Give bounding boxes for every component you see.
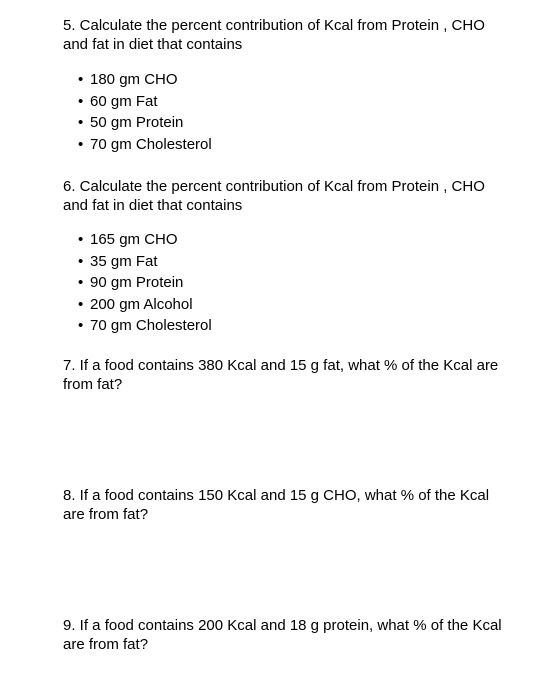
question-5-list [78, 69, 212, 155]
bullet-icon [78, 251, 90, 273]
question-5-text: 5. Calculate the percent contribution of Kcal from Protein , CHO and fat in diet that contains [63, 17, 485, 53]
list-item [78, 91, 212, 113]
bullet-icon [78, 229, 90, 251]
bullet-icon [78, 69, 90, 91]
list-item [78, 229, 212, 251]
question-8-text: 8. If a food contains 150 Kcal and 15 g CHO, what % of the Kcal are from fat? [63, 487, 490, 523]
bullet-icon [78, 315, 90, 337]
question-9-text: 9. If a food contains 200 Kcal and 18 g protein, what % of the Kcal are from fat? [63, 617, 502, 653]
bullet-icon [78, 272, 90, 294]
bullet-icon [78, 91, 90, 113]
bullet-icon [78, 134, 90, 156]
list-item-label: 70 gm Cholesterol [90, 317, 212, 334]
list-item-label: 50 gm Protein [90, 114, 184, 131]
list-item [78, 315, 212, 337]
list-item-label: 60 gm Fat [90, 92, 158, 110]
bullet-icon [78, 112, 90, 134]
list-item [78, 294, 212, 316]
list-item-label: 35 gm Fat [90, 252, 158, 270]
list-item [78, 134, 212, 156]
list-item-label: 70 gm Cholesterol [90, 135, 212, 153]
list-item-label: 180 gm CHO [90, 71, 178, 88]
list-item [78, 251, 212, 273]
question-7-text: 7. If a food contains 380 Kcal and 15 g fat, what % of the Kcal are from fat? [63, 357, 499, 393]
list-item-label: 90 gm Protein [90, 274, 184, 291]
list-item-label: 200 gm Alcohol [90, 295, 193, 313]
list-item [78, 272, 212, 294]
list-item [78, 112, 212, 134]
question-6-list [78, 229, 212, 337]
list-item-label: 165 gm CHO [90, 231, 178, 248]
list-item [78, 69, 212, 91]
question-6-text: 6. Calculate the percent contribution of Kcal from Protein , CHO and fat in diet that contains [63, 178, 485, 214]
bullet-icon [78, 294, 90, 316]
